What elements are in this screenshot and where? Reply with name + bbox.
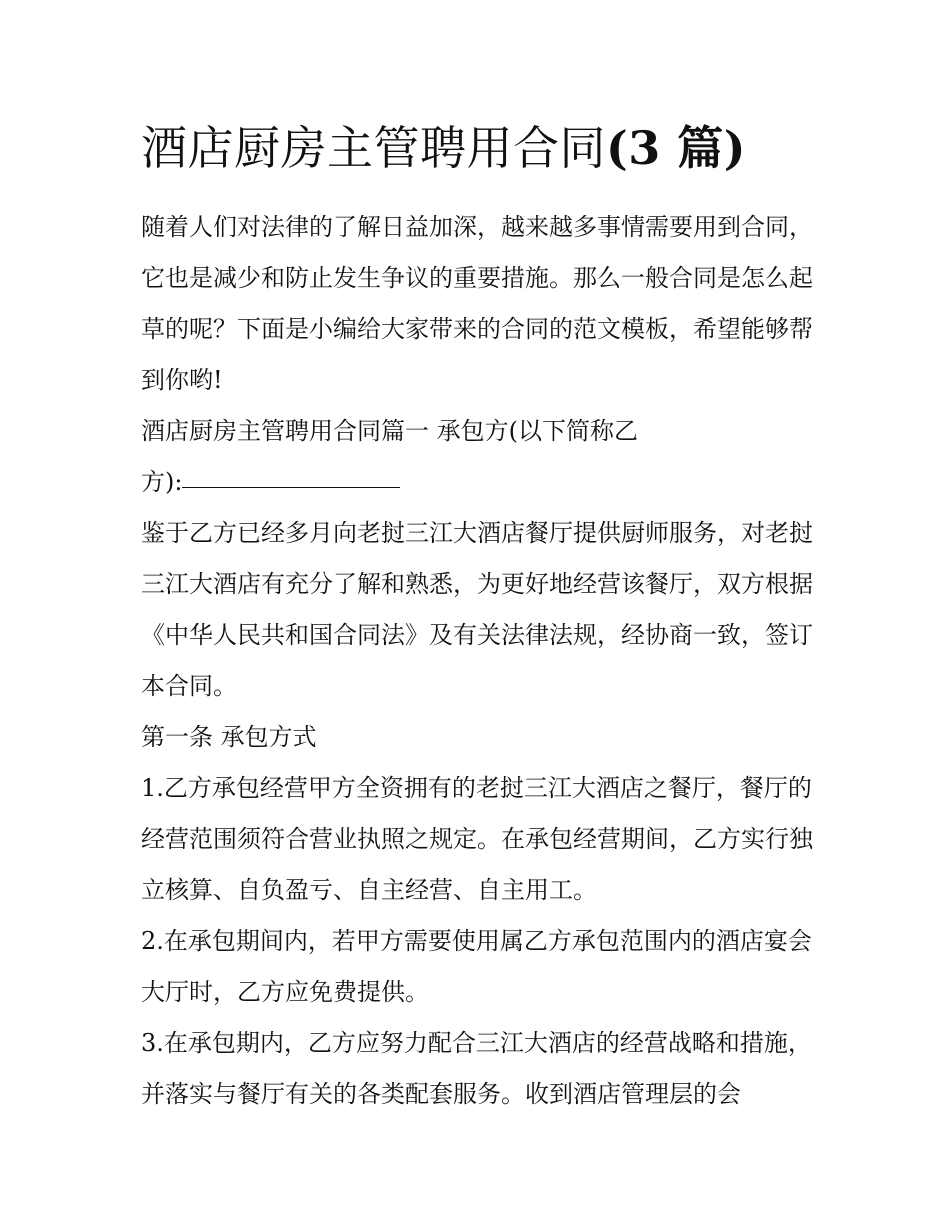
document-body (141, 116, 813, 1120)
clause-1: 1.乙方承包经营甲方全资拥有的老挝三江大酒店之餐厅，餐厅的经营范围须符合营业执照之规定。在承包经营期间，乙方实行独立核算、自负盈亏、自主经营、自主用工。 (141, 774, 813, 904)
clause-2: 2.在承包期间内，若甲方需要使用属乙方承包范围内的酒店宴会大厅时，乙方应免费提供。 (141, 927, 812, 1006)
contract-heading-line: 酒店厨房主管聘用合同篇一 承包方(以下简称乙 (141, 417, 638, 445)
title-main: 酒店厨房主管聘用合同 (141, 121, 606, 175)
intro-paragraph: 随着人们对法律的了解日益加深，越来越多事情需要用到合同，它也是减少和防止发生争议的重要措施。那么一般合同是怎么起草的呢？下面是小编给大家带来的合同的范文模板，希望能够帮到你哟! (141, 213, 813, 394)
document-title (141, 116, 813, 180)
contractor-field (141, 457, 813, 508)
contractor-label: 方): (141, 468, 183, 496)
article-one-heading: 第一条 承包方式 (141, 723, 317, 751)
clause-3: 3.在承包期内，乙方应努力配合三江大酒店的经营战略和措施，并落实与餐厅有关的各类配套服务。收到酒店管理层的会 (141, 1029, 812, 1108)
title-count: (3 篇) (606, 121, 747, 175)
fill-in-blank-line (182, 487, 400, 488)
preamble-paragraph: 鉴于乙方已经多月向老挝三江大酒店餐厅提供厨师服务，对老挝三江大酒店有充分了解和熟悉，为更好地经营该餐厅，双方根据《中华人民共和国合同法》及有关法律法规，经协商一致，签订本合同。 (141, 519, 813, 700)
